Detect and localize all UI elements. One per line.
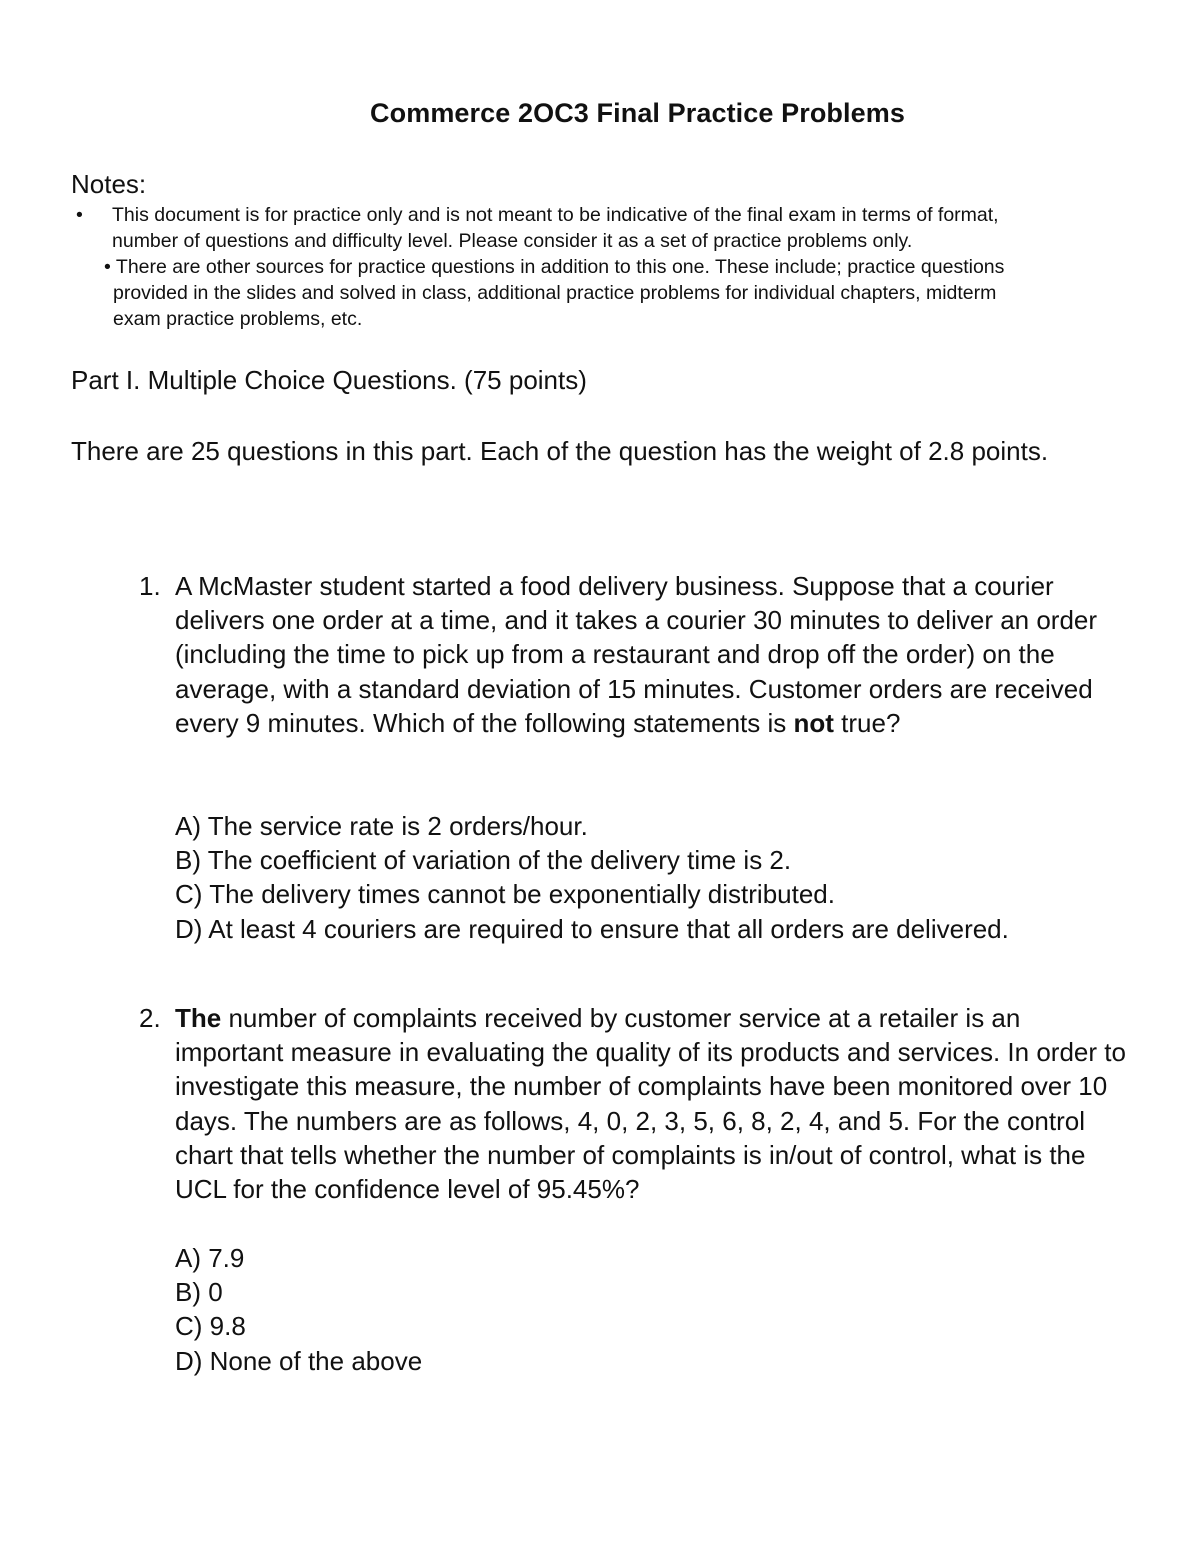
answer-option: C) The delivery times cannot be exponentially distributed. [175, 879, 835, 910]
answer-options [175, 1241, 1135, 1378]
part-description: There are 25 questions in this part. Each of the question has the weight of 2.8 points. [71, 436, 1049, 466]
question-emphasis: The [175, 1003, 222, 1033]
note-line: exam practice problems, etc. [113, 308, 363, 330]
note-bullet: • [76, 204, 83, 226]
answer-option: A) 7.9 [175, 1243, 245, 1273]
question-number: 2. [139, 1003, 161, 1033]
question-text-part: number of complaints received by customer service at a retailer is an important measure in evaluating the quality of its products and services. In order to investigate this measure, the number of complaints have been monitored over 10 days. The numbers are as follows, 4, 0, 2, 3, 5, 6, 8, 2, 4, and 5. For the control chart that tells whether the number of complaints is in/out of control, what is the UCL for the confidence level of 95.45%? [175, 1003, 1126, 1205]
note-line: provided in the slides and solved in class, additional practice problems for individual chapters, midterm [113, 282, 997, 304]
answer-option: A) The service rate is 2 orders/hour. [175, 811, 588, 841]
answer-option: B) The coefficient of variation of the delivery time is 2. [175, 845, 792, 876]
note-bullet: • [104, 256, 111, 278]
note-line [104, 254, 1154, 280]
note-line-text: There are other sources for practice questions in addition to this one. These include; practice questions [115, 256, 1005, 278]
part-heading: Part I. Multiple Choice Questions. (75 points) [71, 365, 587, 395]
answer-option: C) 9.8 [175, 1311, 246, 1342]
note-line: number of questions and difficulty level. Please consider it as a set of practice problems only. [112, 230, 913, 252]
question-text [175, 1001, 1135, 1206]
question-text-part: A McMaster student started a food delivery business. Suppose that a courier delivers one order at a time, and it takes a courier 30 minutes to deliver an order (including the time to pick up from a restaurant and drop off the order) on the average, with a standard deviation of 15 minutes. Customer orders are received every 9 minutes. Which of the following statements is [175, 571, 1098, 738]
note-item-1 [112, 202, 1162, 254]
note-line: This document is for practice only and is not meant to be indicative of the final exam in terms of format, [112, 204, 999, 226]
question-text [175, 569, 1135, 740]
note-item-2 [104, 254, 1154, 332]
question-emphasis: not [793, 707, 834, 738]
page-title: Commerce 2OC3 Final Practice Problems [370, 98, 905, 128]
answer-option: D) At least 4 couriers are required to ensure that all orders are delivered. [175, 913, 1009, 944]
answer-option: D) None of the above [175, 1345, 423, 1376]
notes-label: Notes: [71, 169, 147, 199]
answer-options [175, 809, 1135, 946]
question-text-part: true? [833, 707, 901, 738]
question-number: 1. [139, 571, 161, 601]
answer-option: B) 0 [175, 1277, 223, 1308]
